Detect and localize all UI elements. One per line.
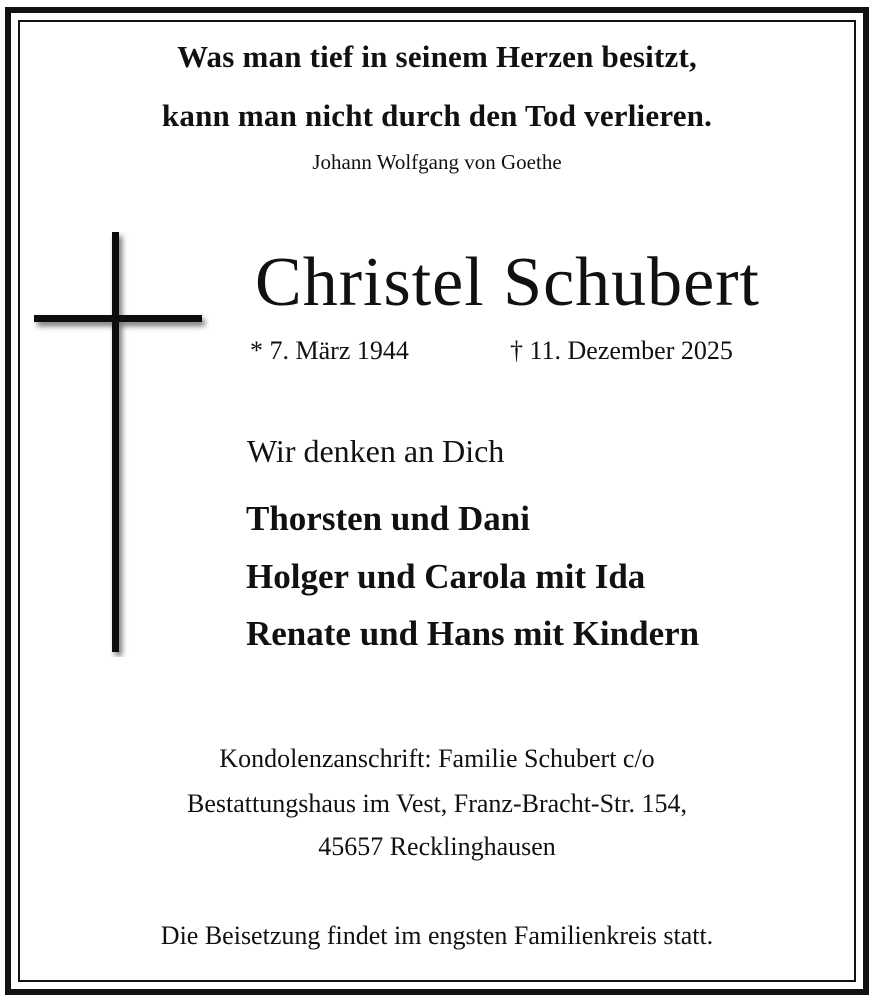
- mourner-line: Thorsten und Dani: [246, 499, 530, 538]
- remember-line: Wir denken an Dich: [247, 433, 505, 469]
- mourner-line: Holger und Carola mit Ida: [246, 557, 646, 596]
- quote-line-1: Was man tief in seinem Herzen besitzt,: [177, 39, 697, 74]
- death-date: † 11. Dezember 2025: [510, 336, 733, 365]
- birth-date: * 7. März 1944: [250, 336, 409, 365]
- quote-line-2: kann man nicht durch den Tod verlieren.: [161, 98, 713, 133]
- mourner-line: Renate und Hans mit Kindern: [246, 614, 700, 653]
- funeral-note: Die Beisetzung findet im engsten Familienkreis statt.: [160, 921, 714, 950]
- deceased-name: Christel Schubert: [255, 244, 760, 321]
- cross-icon: [34, 232, 209, 657]
- condolence-address-line: Kondolenzanschrift: Familie Schubert c/o: [219, 744, 655, 773]
- quote-author: Johann Wolfgang von Goethe: [312, 150, 562, 174]
- condolence-address-line: 45657 Recklinghausen: [318, 832, 556, 861]
- condolence-address-line: Bestattungshaus im Vest, Franz-Bracht-Str. 154,: [187, 789, 687, 818]
